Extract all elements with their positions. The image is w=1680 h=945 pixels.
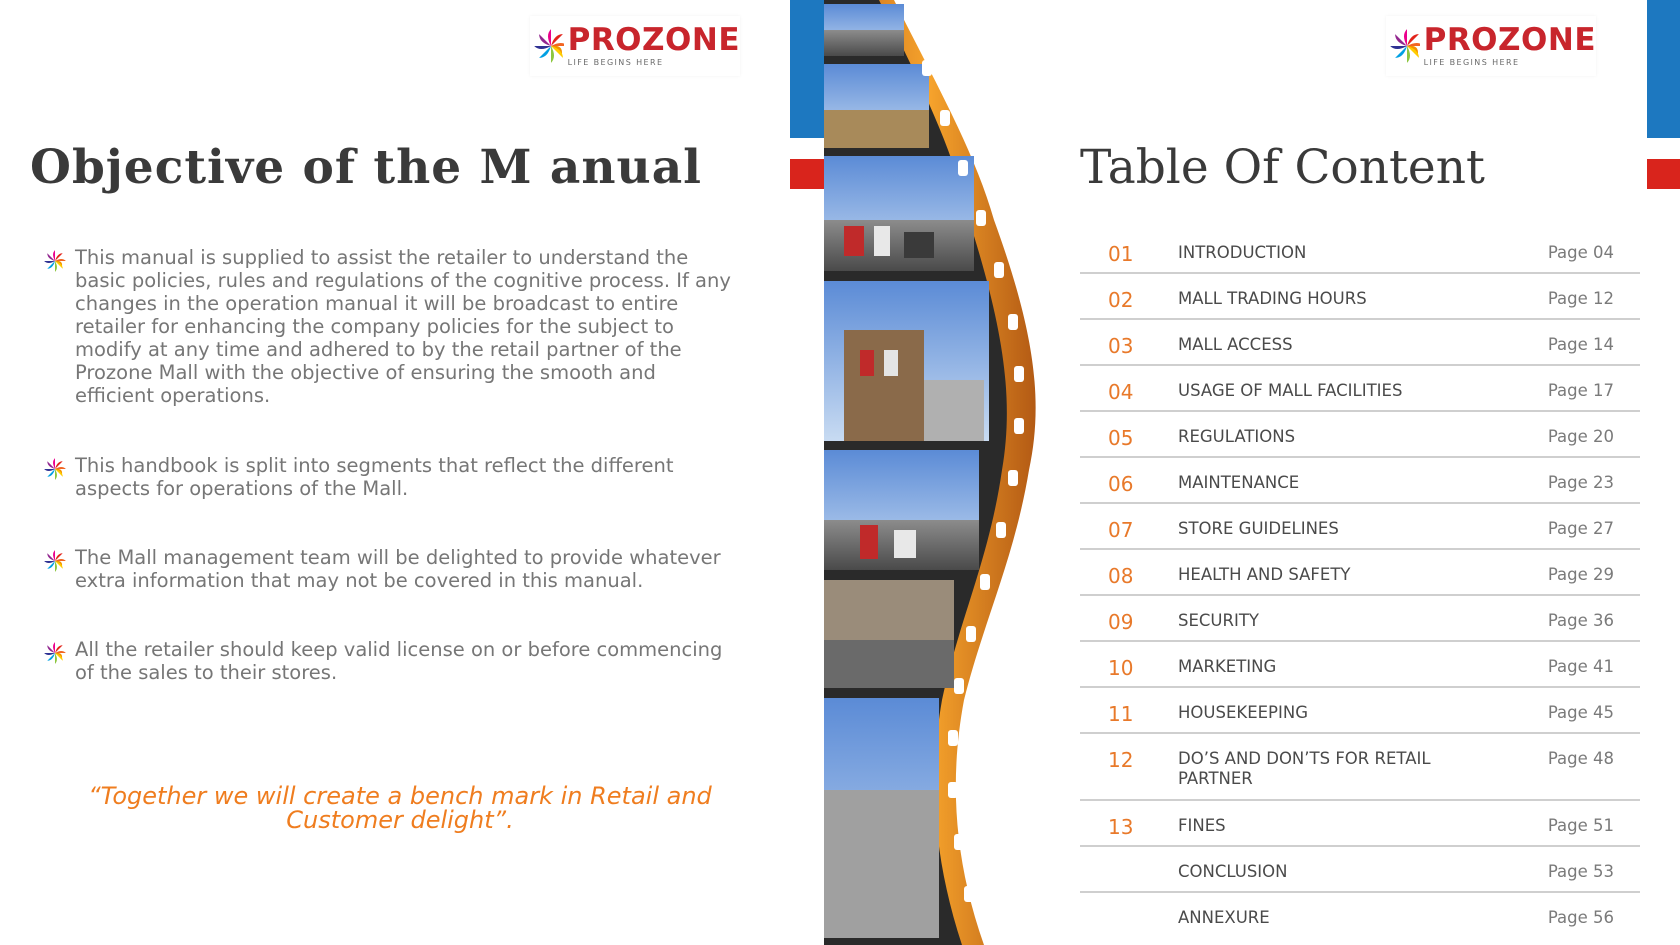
prozone-logo [1386,16,1596,76]
toc-entry-title: STORE GUIDELINES [1178,519,1339,538]
toc-page-number: Page 23 [1547,473,1614,492]
table-of-contents [1080,228,1640,939]
red-accent-bar [1647,159,1680,189]
toc-title: Table Of Content [1080,140,1485,195]
toc-entry-title: FINES [1178,816,1226,835]
toc-entry-title: SECURITY [1178,611,1259,630]
toc-entry-title: HOUSEKEEPING [1178,703,1308,722]
pinwheel-bullet-icon [44,549,66,573]
prozone-logo [530,16,740,76]
toc-page-number: Page 48 [1547,749,1614,768]
toc-page-number: Page 12 [1547,289,1614,308]
list-item [44,246,734,454]
toc-entry-title: ANNEXURE [1178,908,1270,927]
toc-entry-title: DO’S AND DON’TS FOR RETAIL PARTNER [1178,749,1431,788]
toc-entry-title: MAINTENANCE [1178,473,1300,492]
bullet-text: All the retailer should keep valid license on or before commencing of the sales to their stores. [75,638,723,684]
toc-number: 05 [1108,426,1134,450]
toc-row[interactable] [1080,366,1640,412]
toc-row[interactable] [1080,550,1640,596]
toc-number: 07 [1108,518,1134,542]
brand-name: PROZONE [567,22,740,58]
toc-row[interactable] [1080,688,1640,734]
brand-tagline: LIFE BEGINS HERE [1423,58,1520,67]
toc-entry-title: USAGE OF MALL FACILITIES [1178,381,1403,400]
toc-page-number: Page 27 [1547,519,1614,538]
toc-number: 11 [1108,702,1134,726]
pinwheel-bullet-icon [44,249,66,273]
toc-page-number: Page 14 [1547,335,1614,354]
toc-page-number: Page 20 [1547,427,1614,446]
toc-row[interactable] [1080,412,1640,458]
list-item [44,454,734,546]
pinwheel-bullet-icon [44,457,66,481]
toc-number: 03 [1108,334,1134,358]
toc-entry-title: MALL TRADING HOURS [1178,289,1367,308]
list-item [44,546,734,638]
toc-page-number: Page 29 [1547,565,1614,584]
toc-row[interactable] [1080,228,1640,274]
toc-page-number: Page 36 [1547,611,1614,630]
toc-entry-title: REGULATIONS [1178,427,1296,446]
toc-entry-title: HEALTH AND SAFETY [1178,565,1351,584]
toc-row[interactable] [1080,734,1640,801]
brand-tagline: LIFE BEGINS HERE [567,58,664,67]
brand-name: PROZONE [1423,22,1596,58]
toc-number: 12 [1108,748,1134,772]
bullet-text: The Mall management team will be delighted to provide whatever extra information that may not be covered in this manual. [75,546,721,592]
toc-entry-title: MARKETING [1178,657,1277,676]
toc-number: 01 [1108,242,1134,266]
toc-row[interactable] [1080,320,1640,366]
pinwheel-logo-icon [534,26,564,66]
bullet-text: This manual is supplied to assist the retailer to understand the basic policies, rules and regulations of the cognitive process. If any changes in the operation manual it will be broadcast to entire retailer for enhancing the company policies for the subject to modify at any time and adhered to by the retail partner of the Prozone Mall with the objective of ensuring the smooth and efficient operations. [75,246,731,407]
toc-row[interactable] [1080,596,1640,642]
toc-row[interactable] [1080,801,1640,847]
right-page [824,0,1680,945]
toc-page-number: Page 17 [1547,381,1614,400]
toc-number: 10 [1108,656,1134,680]
toc-page-number: Page 56 [1547,908,1614,927]
toc-page-number: Page 53 [1547,862,1614,881]
toc-row[interactable] [1080,893,1640,939]
toc-row[interactable] [1080,458,1640,504]
blue-accent-bar [790,0,824,138]
toc-row[interactable] [1080,504,1640,550]
page-title: Objective of the M anual [30,140,703,195]
bullet-text: This handbook is split into segments that reflect the different aspects for operations of the Mall. [75,454,674,500]
blue-accent-bar [1647,0,1680,138]
film-strip-illustration [824,0,1084,945]
toc-row[interactable] [1080,642,1640,688]
toc-entry-title: INTRODUCTION [1178,243,1307,262]
toc-row[interactable] [1080,274,1640,320]
toc-page-number: Page 04 [1547,243,1614,262]
list-item [44,638,734,708]
toc-number: 02 [1108,288,1134,312]
toc-number: 04 [1108,380,1134,404]
pinwheel-logo-icon [1390,26,1420,66]
red-accent-bar [790,159,824,189]
toc-entry-title: MALL ACCESS [1178,335,1293,354]
toc-number: 13 [1108,815,1134,839]
pinwheel-bullet-icon [44,641,66,665]
toc-page-number: Page 45 [1547,703,1614,722]
toc-page-number: Page 51 [1547,816,1614,835]
toc-page-number: Page 41 [1547,657,1614,676]
toc-entry-title: CONCLUSION [1178,862,1288,881]
toc-number: 09 [1108,610,1134,634]
toc-number: 06 [1108,472,1134,496]
objective-bullet-list [44,246,734,708]
toc-number: 08 [1108,564,1134,588]
toc-row[interactable] [1080,847,1640,893]
closing-quote: “Together we will create a bench mark in Retail and Customer delight”. [88,782,712,834]
left-page [0,0,824,945]
